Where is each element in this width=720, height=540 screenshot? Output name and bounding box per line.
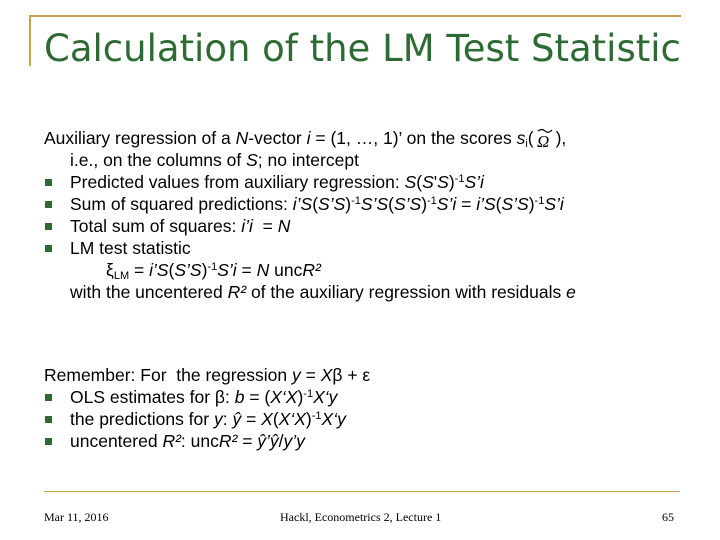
title-rule-horizontal — [29, 15, 681, 17]
text-run: ( — [168, 260, 175, 280]
text-run: = — [252, 216, 278, 236]
text-run: LM test statistic — [70, 238, 191, 258]
text-run: Sum of squared predictions: — [70, 194, 293, 214]
text-run: -vector — [248, 128, 307, 148]
omega-tilde-icon — [535, 127, 555, 149]
text-run: : — [222, 409, 233, 429]
lm-formula — [44, 259, 694, 281]
text-run: i’S — [476, 194, 496, 214]
text-run: S’S — [318, 194, 346, 214]
text-run: X‘y — [313, 387, 338, 407]
text-run: S’S — [393, 194, 422, 214]
text-run: R² — [302, 260, 321, 280]
aux-regression-line — [44, 127, 694, 149]
text-run: = — [300, 365, 321, 385]
text-run: S’i — [436, 194, 457, 214]
bullet-predicted-values — [44, 171, 694, 193]
text-run: the predictions for — [70, 409, 214, 429]
text-run: ) — [297, 387, 304, 407]
text-run: i’i — [241, 216, 253, 236]
superscript: -1 — [427, 195, 437, 207]
text-run: ) — [448, 172, 455, 192]
bullet-sum-squared-predictions — [44, 193, 694, 215]
text-run: : unc — [180, 431, 219, 451]
text-run: = ( — [244, 387, 271, 407]
text-run: ( — [272, 409, 279, 429]
text-run: ) — [305, 409, 312, 429]
text-run: = — [241, 409, 262, 429]
text-run: ξ — [106, 260, 114, 280]
text-run: Predicted values from auxiliary regression: — [70, 172, 405, 192]
text-run: S’S — [360, 194, 389, 214]
bullet-total-sum-squares — [44, 215, 694, 237]
text-run: Auxiliary regression of a — [44, 128, 236, 148]
superscript: -1 — [311, 410, 322, 422]
text-run: y’y — [283, 431, 305, 451]
text-run: / — [278, 431, 284, 451]
text-run: X‘y — [321, 409, 346, 429]
aux-regression-line-2 — [44, 149, 694, 171]
text-run: S — [404, 172, 417, 192]
superscript: -1 — [351, 195, 361, 207]
text-run: X‘X — [270, 387, 298, 407]
text-run: N — [277, 216, 291, 236]
text-run: X — [320, 365, 333, 385]
text-run: S’i — [464, 172, 484, 192]
bullet-predictions — [44, 408, 694, 430]
text-run: = — [236, 260, 257, 280]
footer-rule — [44, 491, 680, 492]
text-run: S’i — [217, 260, 237, 280]
footer-date: Mar 11, 2016 — [44, 510, 109, 524]
svg-text:Ω: Ω — [536, 132, 549, 149]
section-remember — [44, 364, 694, 452]
subscript: LM — [113, 270, 130, 282]
text-run: S — [422, 172, 434, 192]
text-run: e — [566, 282, 576, 302]
text-run: i’S — [292, 194, 313, 214]
text-run: = (1, …, 1)’ on the scores — [310, 128, 517, 148]
text-run: i’S — [149, 260, 169, 280]
footer-course: Hackl, Econometrics 2, Lecture 1 — [280, 510, 442, 524]
text-run: i — [306, 128, 311, 148]
text-run: ) — [421, 194, 428, 214]
text-run: N — [256, 260, 270, 280]
slide-title: Calculation of the LM Test Statistic — [44, 27, 681, 70]
text-run: uncentered — [70, 431, 163, 451]
text-run: unc — [269, 260, 303, 280]
lm-note — [44, 281, 694, 303]
text-run: s — [516, 128, 526, 148]
bullet-uncentered-r2 — [44, 430, 694, 452]
text-run: ) — [528, 194, 535, 214]
page-number: 65 — [662, 510, 674, 524]
text-run: = — [456, 194, 477, 214]
text-run: X‘X — [278, 409, 306, 429]
text-run: ) — [201, 260, 208, 280]
text-run: , — [561, 128, 567, 148]
text-run: ) — [345, 194, 352, 214]
text-run: ( — [312, 194, 319, 214]
text-run: ) — [555, 128, 562, 148]
title-rule-vertical — [29, 15, 31, 66]
text-run: Remember: For the regression — [44, 365, 293, 385]
text-run: S’S — [174, 260, 202, 280]
bullet-lm-test-statistic — [44, 237, 694, 259]
text-run: β + ε — [332, 365, 371, 385]
text-run: X — [261, 409, 273, 429]
text-run: ' — [433, 172, 438, 192]
text-run: y — [213, 409, 223, 429]
text-run: R² — [218, 431, 238, 451]
superscript: -1 — [454, 173, 465, 185]
text-run: of the auxiliary regression with residuals — [246, 282, 567, 302]
text-run: i.e., on the columns of — [70, 150, 247, 170]
superscript: -1 — [207, 261, 218, 273]
text-run: b — [234, 387, 245, 407]
text-run: ( — [416, 172, 423, 192]
text-run: OLS estimates for β: — [70, 387, 235, 407]
text-run: ( — [495, 194, 502, 214]
text-run: R² — [162, 431, 181, 451]
subscript: i — [525, 138, 528, 150]
text-run: ŷ’ŷ — [257, 431, 279, 451]
text-run: R² — [227, 282, 247, 302]
text-run: S — [437, 172, 449, 192]
text-run: ; no intercept — [257, 150, 359, 170]
text-run: ( — [388, 194, 394, 214]
text-run: S — [246, 150, 258, 170]
text-run: = — [237, 431, 258, 451]
text-run: ( — [527, 128, 534, 148]
remember-line — [44, 364, 694, 386]
text-run: y — [292, 365, 301, 385]
superscript: -1 — [303, 388, 314, 400]
bullet-ols-estimates — [44, 386, 694, 408]
text-run: S’i — [544, 194, 564, 214]
text-run: = — [129, 260, 150, 280]
text-run: ŷ — [232, 409, 242, 429]
text-run: N — [235, 128, 249, 148]
section-auxiliary-regression — [44, 127, 694, 303]
text-run: S’S — [501, 194, 529, 214]
text-run: with the uncentered — [70, 282, 228, 302]
superscript: -1 — [534, 195, 545, 207]
text-run: Total sum of squares: — [70, 216, 242, 236]
